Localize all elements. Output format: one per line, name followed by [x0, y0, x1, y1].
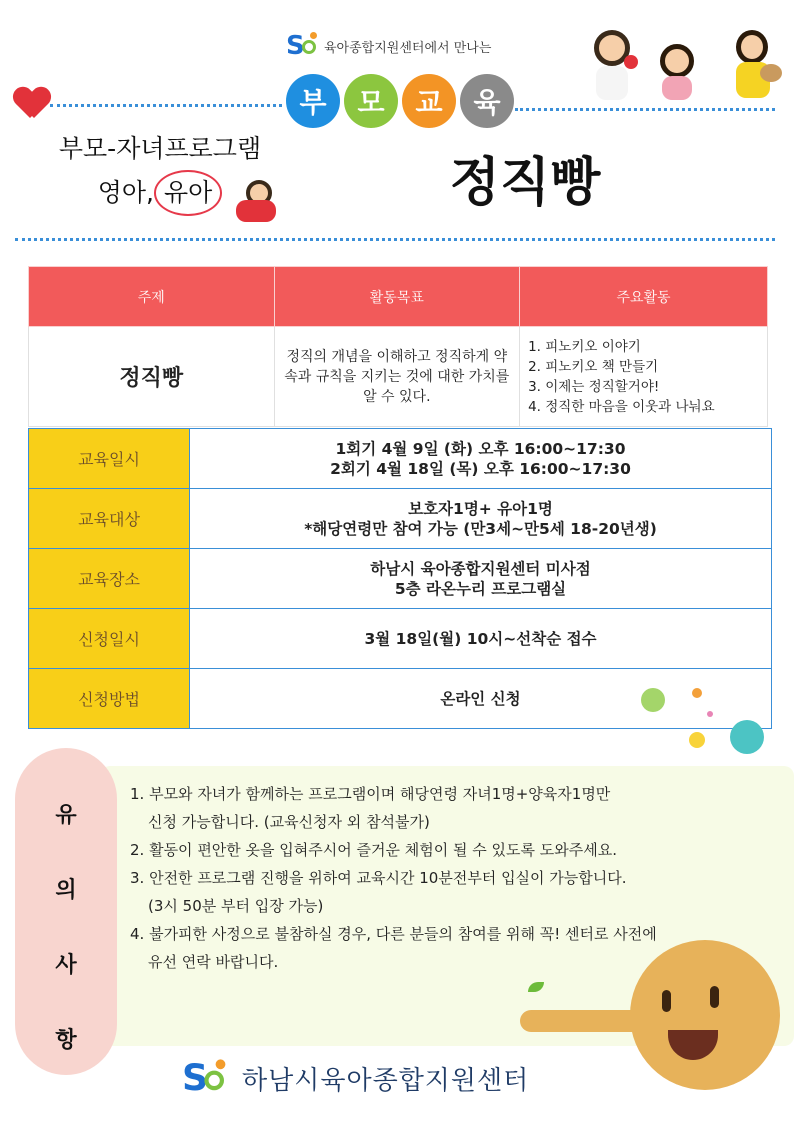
activity-item: 1. 피노키오 이야기 [528, 338, 641, 355]
notice-heading [15, 748, 117, 1075]
info-label: 교육일시 [29, 429, 190, 489]
goal-cell: 정직의 개념을 이해하고 정직하게 약속과 규칙을 지키는 것에 대한 가치를 알 수 있다. [274, 327, 520, 427]
activity-item: 4. 정직한 마음을 이웃과 나눠요 [528, 398, 715, 415]
table-row [29, 489, 772, 549]
info-table [28, 428, 772, 729]
notice-item: 4. 불가피한 사정으로 불참하실 경우, 다른 분들의 참여를 위해 꼭! 센터로 사전에 [130, 925, 657, 943]
info-value [190, 429, 772, 489]
edu-badge-1: 부 [286, 74, 340, 128]
table-row [29, 429, 772, 489]
activities-cell [520, 327, 768, 427]
notice-heading-char: 유 [55, 803, 77, 828]
activity-item: 2. 피노키오 책 만들기 [528, 358, 659, 375]
notice-item: 1. 부모와 자녀가 함께하는 프로그램이며 해당연령 자녀1명+양육자1명만 [130, 785, 611, 803]
divider-header-bottom [15, 238, 775, 241]
info-value [190, 489, 772, 549]
program-toddler: 유아 [154, 170, 222, 216]
info-value [190, 669, 772, 729]
org-tagline [286, 32, 491, 60]
notice-item-cont: 신청 가능합니다. (교육신청자 외 참석불가) [148, 813, 430, 831]
notice-heading-char: 항 [55, 1028, 77, 1053]
info-label: 신청일시 [29, 609, 190, 669]
info-value-line: 2회기 4월 18일 (목) 오후 16:00~17:30 [330, 459, 631, 478]
header-goal: 활동목표 [274, 267, 520, 327]
table-row [29, 609, 772, 669]
theme-cell: 정직빵 [29, 327, 275, 427]
info-value-line: *해당연령만 참여 가능 (만3세~만5세 18-20년생) [304, 519, 657, 538]
org-logo-icon: S [286, 32, 320, 60]
info-value-line: 하남시 육아종합지원센터 미사점 [370, 559, 591, 578]
info-value-line: 온라인 신청 [440, 689, 521, 708]
notice-heading-char: 의 [55, 878, 77, 903]
notice-item: 3. 안전한 프로그램 진행을 위하여 교육시간 10분전부터 입실이 가능합니다. [130, 869, 627, 887]
edu-badge-2: 모 [344, 74, 398, 128]
divider-top-left [50, 104, 282, 107]
footer-logo [182, 1057, 530, 1100]
header-theme: 주제 [29, 267, 275, 327]
footer-org-name: 하남시육아종합지원센터 [242, 1066, 530, 1096]
notice-item-cont: (3시 50분 부터 입장 가능) [148, 897, 324, 915]
edu-badge-3: 교 [402, 74, 456, 128]
info-value [190, 609, 772, 669]
notice-heading-char: 사 [55, 953, 77, 978]
notice-item: 2. 활동이 편안한 옷을 입혀주시어 즐거운 체험이 될 수 있도록 도와주세요. [130, 841, 617, 859]
info-label: 교육장소 [29, 549, 190, 609]
org-logo-icon: S [182, 1059, 230, 1098]
header-activities: 주요활동 [520, 267, 768, 327]
table-row [29, 549, 772, 609]
activity-item: 3. 이제는 정직할거야! [528, 378, 660, 395]
info-label: 신청방법 [29, 669, 190, 729]
edu-badge-4: 육 [460, 74, 514, 128]
info-label: 교육대상 [29, 489, 190, 549]
page-title: 정직빵 [449, 153, 601, 213]
program-line1: 부모-자녀프로그램 [58, 134, 262, 163]
parent-education-badges [286, 74, 514, 128]
program-infant: 영아, [97, 178, 154, 207]
org-tagline-text: 육아종합지원센터에서 만나는 [324, 40, 492, 56]
info-value-line: 1회기 4월 9일 (화) 오후 16:00~17:30 [335, 439, 626, 458]
info-value [190, 549, 772, 609]
info-value-line: 보호자1명+ 유아1명 [408, 499, 553, 518]
info-value-line: 5층 라온누리 프로그램실 [394, 579, 567, 598]
divider-top-right [515, 108, 775, 111]
notice-item-cont: 유선 연락 바랍니다. [148, 953, 279, 971]
info-value-line: 3월 18일(월) 10시~선착순 접수 [364, 629, 597, 648]
heart-icon [14, 88, 50, 120]
overview-table [28, 266, 768, 427]
